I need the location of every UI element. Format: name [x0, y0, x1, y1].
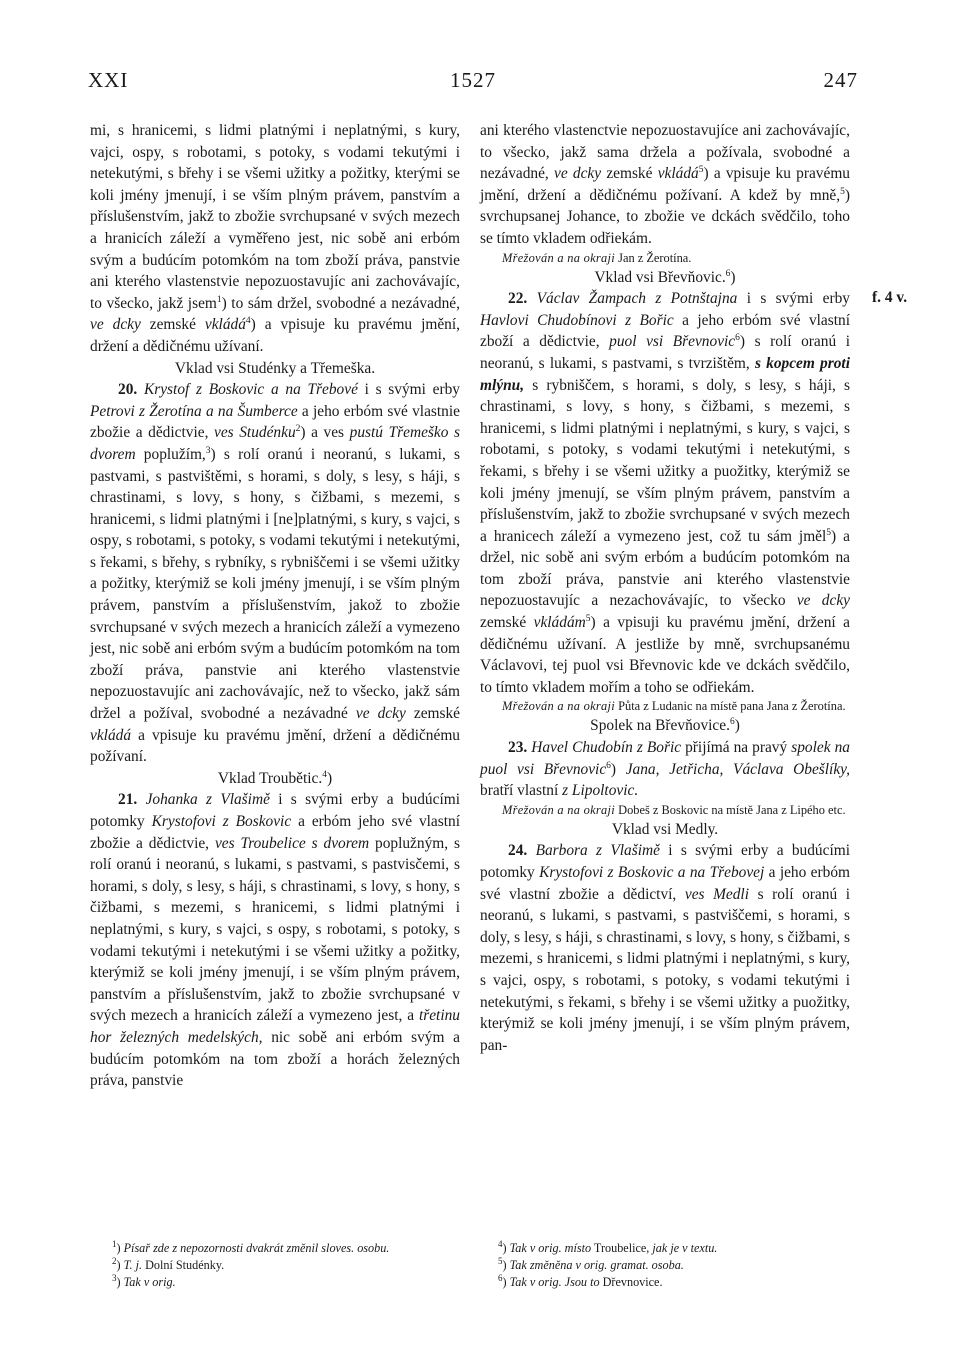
- entry-22: 22. Václav Žampach z Potnštajna i s svými erby Havlovi Chudobínovi z Bořic a jeho erbóm své vlastní zboží a dědictvie, puol vsi Břevnovic$^6$) s rolí oranú i neoranú, s lukami, s pastvami, s tvrzištěm, s kopcem proti mlýnu, s rybniščem, s horami, s doly, s lesy, s háji, s chrastinami, s lovy, s hony, s čižbami, s mezemi, s hranicemi, s lidmi platnými i neplatnými, s kury, s vajci, s robotami, s potoky, s vodami tekutými i netekutými, s řekami, s břehy i se všemi užitky a puožitky, kterýmiž se koli jmény jmenují, se vším plným právem, panstvím a příslušenstvím, jakž to zbožie svrchupsané v svých mezech a hranicech záleží a vymezeno jest, což tu sám jměl$^5$) a držel, nic sobě ani svým erbóm a budúcím potomkóm na tom zboží práva, panstvie ani kterého vlastenstvie nepozuostavujíc a nezachovávajíc, to všecko ve dcky zemské vkládám$^5$) a vpisuji ku pravému jmění, držení a dědičnému užívaní. A jestliže by mně, svrchupsanému Václavovi, tej puol vsi Břevnovic kde ve dckách svědčilo, to tímto vkladem mořím a toho se odřiekám.: [480, 290, 851, 696]
- page-number: 247: [823, 68, 858, 92]
- entry-24: 24. Barbora z Vlašimě i s svými erby a budúcími potomky Krystofovi z Boskovic a na Třebovej a jeho erbóm své vlastní zbožie a dědictví, ves Medli s rolí oranú i neoranú, s lukami, s pastvami, s pastviščemi, s horami, s doly, s lesy, s háji, s chrastinami, s lovy, s hony, s čižbami, s mezemi, s hranicemi, s lidmi platnými i neplatnými, s kury, s vajci, ospy, s robotami, s potoky, s vodami tekutými i netekutými, s řekami, s břehy i se všemi užitky a puožitky, kterýmiž se koli jmény jmenují, i se vším plným právem, pan-: [480, 842, 850, 1054]
- folio-note: f. 4 v.: [872, 289, 908, 306]
- footnotes-right: [498, 1240, 858, 1291]
- section-heading: Vklad vsi Břevňovic.$^6$): [594, 268, 736, 286]
- footnote: $^3$) Tak v orig.: [112, 1272, 176, 1289]
- right-column: [480, 120, 850, 1056]
- continuation-paragraph: ani kterého vlastenctvie nepozuostavujíce ani zachovávajíc, to všecko, jakž sama držela a požívala, svobodné a nezávadné, ve dcky zemské vkládá$^5$) a vpisuje ku pravému jmění, držení a dědičnému požívaní. A kdež by mně,$^5$) svrchupsanej Johance, to zbožie ve dckách svědčilo, toho se tímto vkladem odřiekám.: [480, 122, 850, 247]
- section-heading: Spolek na Břevňovice.$^6$): [590, 717, 740, 735]
- entry-21: 21. Johanka z Vlašimě i s svými erby a budúcími potomky Krystofovi z Boskovic a erbóm jeho své vlastní zbožie a dědictvie, ves Troubelice s dvorem poplužným, s rolí oranú i neoranú, s lukami, s pastvami, s pastvisčemi, s horami, s doly, s lesy, s háji, s chrastinami, s lovy, s hony, s čižbami, s mezemi, s hranicemi, s lidmi platnými i neplatnými, s kury, s vajci, s ospy, s robotami, s potoky, s vodami tekutými i netekutými i se všemi užitky a požitky, kterýmiž se koli jmény jmenují, i se vším plným právem, panstvím a příslušenstvím, jakž to zbožie svrchupsané v svých mezech a hranicích záleží a vymezeno jest, a třetinu hor železných medelských, nic sobě ani erbóm svým a budúcím potomkóm na tom zboží a horách železných práva, panstvie: [90, 791, 460, 1090]
- entry-23: 23. Havel Chudobín z Bořic přijímá na pravý spolek na puol vsi Břevnovic$^6$) Jana, Jetřicha, Václava Obešlíky, bratří vlastní z Lipoltovic.: [480, 739, 850, 800]
- section-heading: Vklad vsi Medly.: [611, 820, 719, 838]
- footnote: $^2$) T. j. Dolní Studénky.: [112, 1255, 225, 1272]
- volume-number: XXI: [88, 68, 129, 92]
- attestation-note: Mřežován a na okraji Dobeš z Boskovic na místě Jana z Lipého etc.: [502, 802, 846, 817]
- attestation-note: Mřežován a na okraji Půta z Ludanic na místě pana Jana z Žerotína.: [502, 699, 846, 714]
- attestation-note: Mřežován a na okraji Jan z Žerotína.: [502, 250, 692, 265]
- section-heading: Vklad Troubětic.$^4$): [217, 769, 333, 787]
- continuation-paragraph: mi, s hranicemi, s lidmi platnými i neplatnými, s kury, vajci, ospy, s robotami, s potoky, s vodami tekutými i netekutými, s břehy i se všemi užitky a požitky, kterými se koli jmény jmenují, i se vším plným právem, panstvím a příslušenstvím, jakž to zbožie svrchupsané v svých mezech a hranicích záleží a vyměřeno jest, nic sobě ani erbóm svým a budúcím potomkóm na tom zboží práva, panstvie ani kterého vlastenstvie nepozuostavujíc ani zachovávajíc, to všecko, jakž jsem$^1$) to sám držel, svobodné a nezávadné, ve dcky zemské vkládá$^4$) a vpisuje ku pravému jmění, držení a dědičnému užívaní.: [90, 122, 460, 355]
- footnote: $^6$) Tak v orig. Jsou to Dřevnovice.: [498, 1272, 663, 1289]
- left-column: [90, 120, 460, 1092]
- entry-20: 20. Krystof z Boskovic a na Třebové i s svými erby Petrovi z Žerotína a na Šumberce a jeho erbóm své vlastnie zbožie a dědictvie, ves Studénku$^2$) a ves pustú Třemeško s dvorem poplužím,$^3$) s rolí oranú i neoranú, s lukami, s pastvami, s pastvištěmi, s horami, s doly, s lesy, s háji, s chrastinami, s lovy, s hony, s čižbami, s mezemi, s hranicemi, s lidmi platnými i [ne]platnými, s kury, s vajci, s ospy, s robotami, s potoky, s vodami tekutými i netekutými, s řekami, s břehy, s rybníky, s rybniščemi i se všemi užitky a požitky, kterýmiž se koli jmény jmenují, i se vším plným právem, panstvím a příslušenstvím, jakož to zbožie svrchupsané v svých mezech a hranicích záleží a vymezeno jest, nic sobě ani erbóm svým a budúcím potomkóm na tom zboží práva, panstvie ani kterého vlastenstvie nepozuostavujíc ani zachovávajíc, než to všecko, jakž sám držel a požíval, svobodné a nezávadné ve dcky zemské vkládá a vpisuje ku pravému jmění, držení a dědičnému požívaní.: [90, 381, 461, 766]
- footnotes-left: [112, 1240, 472, 1291]
- footnote: $^1$) Písař zde z nepozornosti dvakrát změnil sloves. osobu.: [112, 1238, 390, 1255]
- year: 1527: [450, 68, 496, 92]
- footnote: $^4$) Tak v orig. místo Troubelice, jak je v textu.: [498, 1238, 718, 1255]
- page-header: [88, 68, 858, 98]
- section-heading: Vklad vsi Studénky a Třemeška.: [174, 359, 376, 377]
- footnote: $^5$) Tak změněna v orig. gramat. osoba.: [498, 1255, 684, 1272]
